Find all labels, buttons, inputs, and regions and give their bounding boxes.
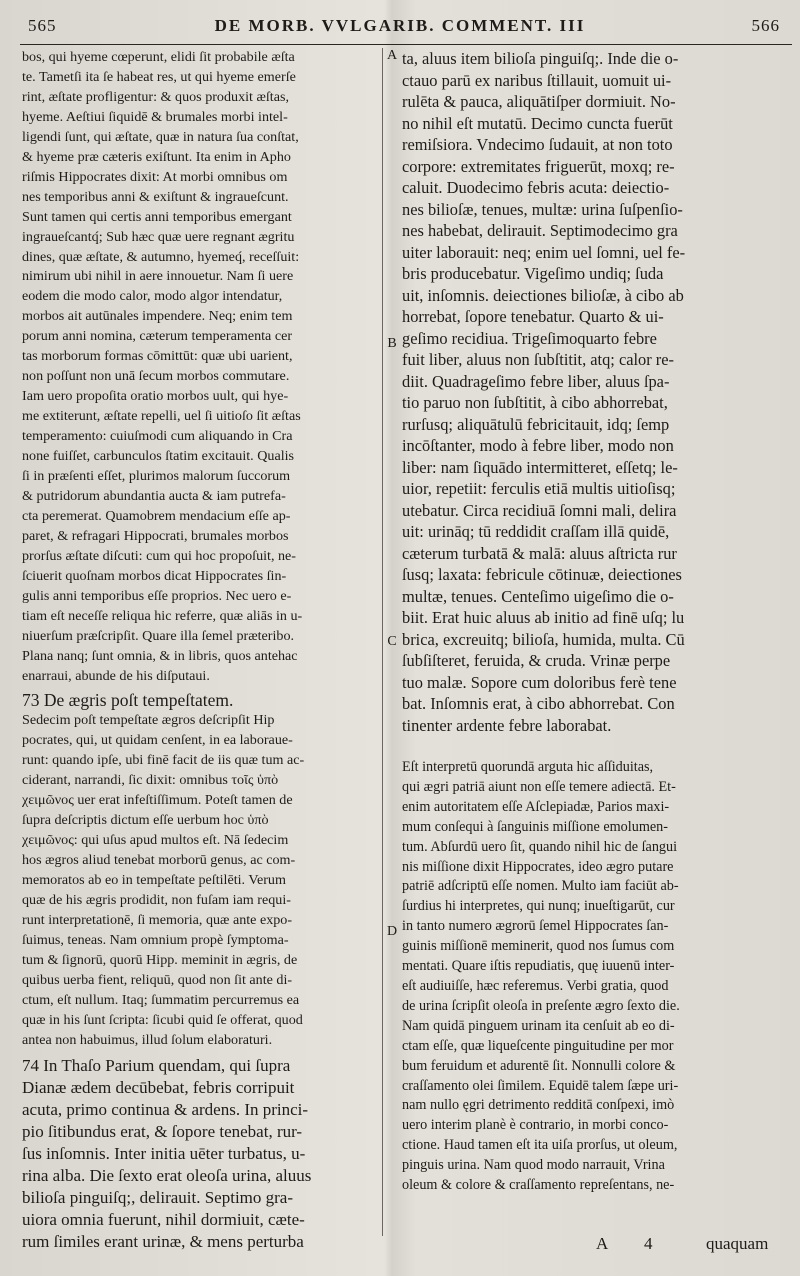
text-line: nes temporibus anni & exiſtunt & ingraueſcunt. <box>22 188 289 205</box>
commentary-paragraph <box>22 48 374 687</box>
text-line: in tanto numero ægrorū ſemel Hippocrates ſan- <box>402 918 669 935</box>
text-line: ctum, eſt nullum. Itaq; ſummatim percurremus ea <box>22 991 300 1008</box>
text-line: remiſsiora. Vndecimo ſudauit, at non toto <box>402 135 673 154</box>
text-line: cta peremerat. Quamobrem mendacium eſſe ap- <box>22 507 291 524</box>
text-line: de urina ſcripſit oleoſa in preſente ægro ſexto die. <box>402 997 680 1014</box>
text-line: rulēta & pauca, aliquātiſper dormiuit. No- <box>402 92 676 111</box>
text-line: χειμῶνος: qui uſus apud multos eſt. Nā ſedecim <box>22 832 289 849</box>
text-line: pio ſitibundus erat, & ſopore tenebat, rur- <box>22 1121 303 1141</box>
text-line: quibus uerba fient, reliquū, quod non ſit ante di- <box>22 971 293 988</box>
text-line: Plana nanq; ſunt omnia, & in libris, quos antehac <box>22 647 298 664</box>
text-line: Nam quidā pinguem urinam ita cenſuit ab eo di- <box>402 1017 675 1034</box>
signature-mark: A <box>596 1234 609 1253</box>
text-line: memoratos ab eo in tempeſtate peſtilēti. Verum <box>22 872 286 889</box>
text-line: ſus inſomnis. Inter initia uēter turbatus, u- <box>22 1143 306 1163</box>
text-line: horrebat, ſopore tenebatur. Quarto & ui- <box>402 307 664 326</box>
text-line: ſurdius hi interpretes, qui nunq; inueſtigarūt, cur <box>402 898 675 915</box>
text-line: ſubſiſteret, feruida, & cruda. Vrinæ perpe <box>402 651 671 670</box>
page-number-right: 566 <box>751 16 780 35</box>
text-line: caluit. Duodecimo febris acuta: deiectio- <box>402 178 670 197</box>
text-line: oleum & colore & craſſamento repreſentans, ne- <box>402 1177 675 1194</box>
text-line: bum feruidum et adurentē ſit. Nonnulli colore & <box>402 1057 676 1074</box>
text-line: ligendi ſunt, qui æſtate, quæ in natura ſua conſtat, <box>22 128 299 145</box>
text-line: eſt audiuiſſe, hæc referemus. Verbi gratia, quod <box>402 977 669 994</box>
text-line: tinenter ardente febre laborabat. <box>402 715 612 735</box>
case-text-paragraph <box>402 48 778 736</box>
text-line: tuo malæ. Sopore cum doloribus ferè tene <box>402 672 677 692</box>
text-line: ciderant, narrandi, ſic dixit: omnibus τοῖς ὑπὸ <box>22 772 279 789</box>
text-line: patriē adſcriptū eſſe nomen. Multo iam faciūt ab- <box>402 878 679 895</box>
text-line: geſimo recidiua. Trigeſimoquarto febre <box>402 328 657 348</box>
text-line: incōſtanter, modo à febre liber, modo non <box>402 436 674 455</box>
text-line: paret, & refragari Hippocrati, brumales morbos <box>22 527 289 544</box>
text-line: ſusq; laxata: febricule cōtinuæ, deiectiones <box>402 565 682 584</box>
text-line: Eſt interpretū quorundā arguta hic aſſiduitas, <box>402 759 654 775</box>
text-line: ſupra deſcriptis dictum eſſe uerbum hoc ὑπὸ <box>22 812 269 829</box>
text-line: riſmis Hippocrates dixit: At morbi omnibus om <box>22 168 288 185</box>
text-line: ta, aluus item bilioſa pinguiſq;. Inde die o- <box>402 49 679 68</box>
text-line: Dianæ ædem decūbebat, febris corripuit <box>22 1077 295 1097</box>
text-line: hyeme. Aeſtiui ſiquidē & brumales morbi intel- <box>22 108 288 125</box>
text-line: multæ, tenues. Centeſimo uigeſimo die o- <box>402 586 674 606</box>
text-line: bris producebatur. Vigeſimo undiq; ſuda <box>402 264 664 283</box>
text-line: no nihil eſt mutatū. Decimo cuncta fuerūt <box>402 113 673 133</box>
text-line: fuit liber, aluus non ſubſtitit, atq; calor re- <box>402 350 674 369</box>
text-line: morbos ait autūnales impendere. Neq; enim tem <box>22 308 293 325</box>
running-header <box>20 14 780 40</box>
text-line: gulis anni temporibus eſſe proprios. Nec uero e- <box>22 587 292 604</box>
right-column <box>402 48 778 1196</box>
text-line: niuerſum præſcripſit. Quare illa ſemel præteribo. <box>22 627 295 644</box>
text-line: runt interpretationē, ſi memoria, quæ ante expo- <box>22 911 293 928</box>
text-line: tiam eſt neceſſe reliqua hic referre, quæ aliās in u- <box>22 607 303 624</box>
text-line: runt: quando ipſe, ubi finē facit de iis quæ tum ac- <box>22 752 305 769</box>
text-line: utebatur. Circa recidiuā ſomni mali, delira <box>402 500 677 520</box>
margin-marker-d: D <box>386 924 398 939</box>
text-line: pinguis urina. Nam quod modo narrauit, Vrina <box>402 1157 665 1174</box>
text-line: tum. Abſurdū uero ſit, quando nihil hic de ſangui <box>402 838 678 855</box>
section-73-paragraph <box>22 711 374 1050</box>
header-rule <box>20 44 792 45</box>
text-line: brica, excreuitq; bilioſa, humida, multa. Cū <box>402 629 685 649</box>
text-line: hos ægros aliud tenebat morborū genus, ac com- <box>22 852 296 869</box>
text-line: enim autoritatem eſſe Aſclepiadæ, Parios maxi- <box>402 798 670 815</box>
text-line: tas morborum formas cōmittūt: quæ ubi uarient, <box>22 348 293 365</box>
text-line: χειμῶνος uer erat infeſtiſſimum. Poteſt tamen de <box>22 792 293 809</box>
text-line: bilioſa pinguiſq;, delirauit. Septimo gra- <box>22 1187 294 1207</box>
text-line: enarraui, abunde de his diſputaui. <box>22 667 210 684</box>
section-74-paragraph <box>22 1055 374 1253</box>
text-line: ingraueſcantq́; Sub hæc quæ uere regnant ægritu <box>22 228 295 245</box>
text-line: acuta, primo continua & ardens. In princi- <box>22 1099 309 1119</box>
left-column <box>22 48 374 1253</box>
text-line: ctam eſſe, quæ liqueſcente pinguitudine per mor <box>402 1037 674 1054</box>
text-line: liber: nam ſiquādo intermitteret, eſſetq; le- <box>402 457 678 477</box>
text-line: mum conſequi à ſanguinis miſſione emolumen- <box>402 818 668 835</box>
text-line: tio paruo non ſubſtitit, à cibo abhorrebat, <box>402 393 668 412</box>
text-line: corpore: extremitates friguerūt, moxq; re- <box>402 156 675 176</box>
text-line: Sedecim poſt tempeſtate ægros deſcripſit Hip <box>22 712 275 729</box>
text-line: uit, inſomnis. deiectiones bilioſæ, à cibo ab <box>402 285 684 305</box>
text-line: temperamento: cuiuſmodi cum aliquando in Cra <box>22 428 293 445</box>
text-line: Sunt tamen qui certis anni temporibus emergant <box>22 208 292 225</box>
text-line: guinis miſſionē meminerit, quod nos ſumus com <box>402 938 675 955</box>
text-line: 74 In Thaſo Parium quendam, qui ſupra <box>22 1055 291 1075</box>
text-line: nimirum ubi nihil in aere innouetur. Nam ſi uere <box>22 268 294 285</box>
text-line: ſciuerit quoſnam morbos dicat Hippocrates ſin- <box>22 567 287 584</box>
text-line: nam nullo ęgri detrimento redditā conſpexi, imò <box>402 1097 675 1114</box>
text-line: quæ in his ſunt ſcripta: ſicubi quid ſe offerat, quod <box>22 1011 303 1028</box>
text-line: rum ſimiles erant urinæ, & mens perturba <box>22 1231 304 1251</box>
catchword: quaquam <box>706 1234 769 1253</box>
text-line: antea non habuimus, illud ſolum elaboraturi. <box>22 1031 273 1048</box>
margin-marker-b: B <box>387 336 397 351</box>
text-line: uiora omnia fuerunt, nihil dormiuit, cæte- <box>22 1209 305 1229</box>
text-line: ctione. Haud tamen eſt ita uiſa prorſus, ut oleum, <box>402 1137 678 1154</box>
text-line: diit. Quadrageſimo febre liber, aluus ſpa- <box>402 371 670 391</box>
text-line: eodem die modo calor, modo algor intendatur, <box>22 288 283 305</box>
text-line: craſſamento olei ſimilem. Equidē talem ſæpe uri- <box>402 1077 679 1094</box>
text-line: pocrates, qui, ut quidam cenſent, in ea laboraue- <box>22 732 293 749</box>
page-footer <box>0 1232 800 1262</box>
text-line: ſuimus, teneas. Nam omnium propè ſymptoma- <box>22 931 289 948</box>
text-line: cæterum turbatā & malā: aluus aſtricta rur <box>402 543 677 563</box>
text-line: ctauo parū ex naribus ſtillauit, uomuit ui- <box>402 70 672 90</box>
text-line: prorſus æſtate diſcuti: cum qui hoc propoſuit, ne- <box>22 547 296 564</box>
text-line: rurſusq; aliquātulū febricitauit, idq; ſemp <box>402 414 670 434</box>
text-line: quæ de his ægris prodidit, non fuſam iam requi- <box>22 892 291 909</box>
text-line: rina alba. Die ſexto erat oleoſa urina, aluus <box>22 1165 312 1185</box>
text-line: me extiterunt, æſtate repelli, uel ſi uitioſo ſit æſtas <box>22 408 301 425</box>
text-line: tum & ſignorū, quorū Hipp. meminit in ægris, de <box>22 951 298 968</box>
signature-number: 4 <box>644 1234 653 1253</box>
text-line: uero interim planè è contrario, in morbi conco- <box>402 1117 669 1134</box>
text-line: & putridorum abundantia aucta & iam putrefa- <box>22 487 286 504</box>
text-line: non poſſunt non unā ſecum morbos commutare. <box>22 368 290 385</box>
text-line: qui ægri patriā aiunt non eſſe temere adiectā. Et- <box>402 778 676 795</box>
running-title: DE MORB. VVLGARIB. COMMENT. III <box>214 16 586 35</box>
text-line: uior, repetiit: ferculis etiā multis uitioſisq; <box>402 479 676 498</box>
commentary-paragraph-right <box>402 758 778 1196</box>
margin-marker-c: C <box>387 634 397 649</box>
text-line: ſi in præſenti eſſet, plurimos malorum ſuccorum <box>22 468 291 485</box>
margin-marker-a: A <box>386 48 398 63</box>
page-number-left: 565 <box>28 16 57 35</box>
text-line: te. Tametſi ita ſe habeat res, ut qui hyeme emerſe <box>22 68 296 85</box>
text-line: dines, quæ æſtate, & autumno, hyemeq́, receſſuit: <box>22 248 300 265</box>
text-line: uit: urināq; tū reddidit craſſam illā quidē, <box>402 522 670 541</box>
text-line: porum anni nomina, cæterum temperamenta cer <box>22 328 293 345</box>
text-line: uiter laborauit: neq; enim uel ſomni, uel fe- <box>402 242 686 262</box>
text-line: & hyeme præ cæteris exiſtunt. Ita enim in Apho <box>22 148 291 165</box>
text-line: bos, qui hyeme cœperunt, elidi ſit probabile æſta <box>22 49 295 65</box>
text-line: bat. Inſomnis erat, à cibo abhorrebat. Con <box>402 694 675 713</box>
text-line: nis miſſione dixit Hippocrates, ideo ægro putare <box>402 858 674 875</box>
section-heading-73: 73 De ægris poſt tempeſtatem. <box>22 689 234 710</box>
text-line: biit. Erat huic aluus ab initio ad finē uſq; lu <box>402 608 685 627</box>
column-divider <box>382 48 383 1236</box>
text-line: nes bilioſæ, tenues, multæ: urina ſuſpenſio- <box>402 199 683 219</box>
text-line: mentati. Quare iſtis repudiatis, quę iuuenū inter- <box>402 958 675 975</box>
text-line: rint, æſtate profligentur: & quos produxit æſtas, <box>22 88 289 105</box>
text-line: none fuiſſet, carbunculos ſtatim excitauit. Qualis <box>22 448 295 465</box>
text-line: nes habebat, delirauit. Septimodecimo gra <box>402 221 678 240</box>
text-line: Iam uero propoſita oratio morbos uult, qui hye- <box>22 388 289 405</box>
